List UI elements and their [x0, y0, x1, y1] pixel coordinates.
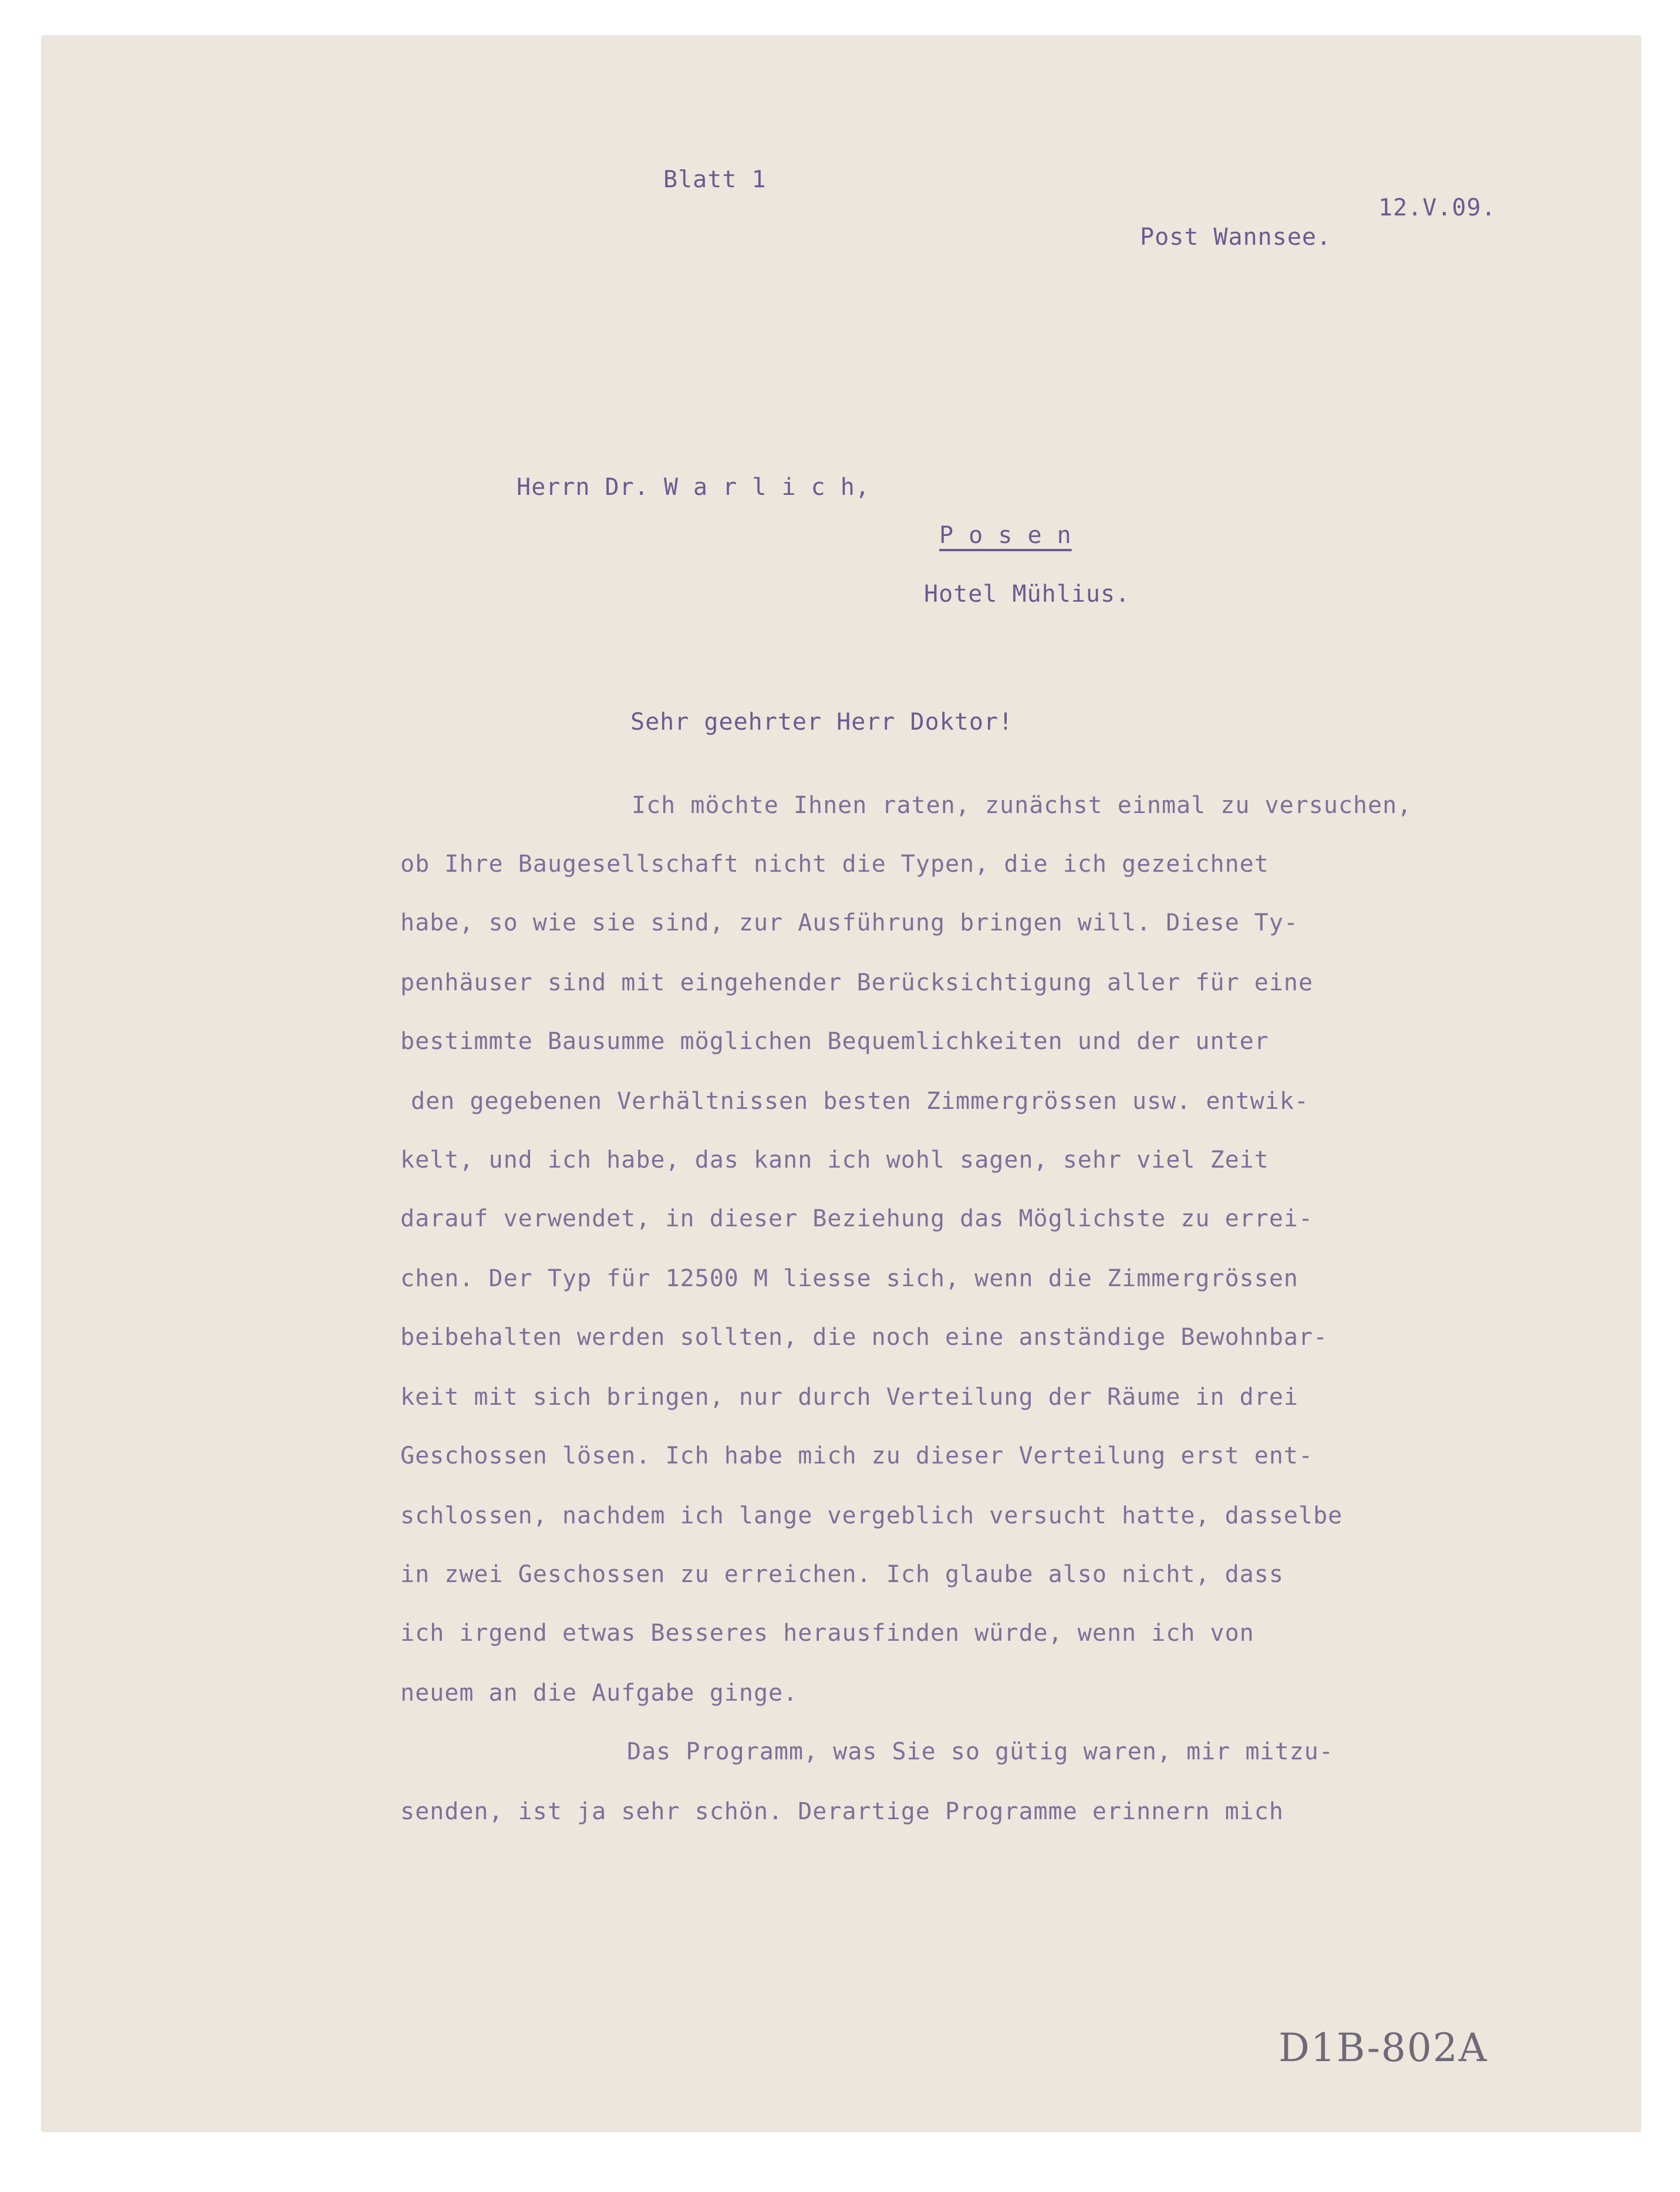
body-line: senden, ist ja sehr schön. Derartige Programme erinnern mich [400, 1798, 1284, 1825]
recipient-name: Herrn Dr. W a r l i c h, [517, 474, 870, 501]
body-line: den gegebenen Verhältnissen besten Zimmergrössen usw. entwik- [411, 1088, 1310, 1115]
sheet-number: Blatt 1 [663, 166, 767, 193]
sender-place: Post Wannsee. [1140, 224, 1332, 251]
body-line: habe, so wie sie sind, zur Ausführung bringen will. Diese Ty- [400, 909, 1299, 936]
body-line: kelt, und ich habe, das kann ich wohl sagen, sehr viel Zeit [400, 1146, 1269, 1173]
salutation: Sehr geehrter Herr Doktor! [630, 709, 1014, 736]
body-line: neuem an die Aufgabe ginge. [400, 1680, 798, 1707]
body-line: darauf verwendet, in dieser Beziehung das Möglichste zu errei- [400, 1205, 1314, 1232]
body-line: chen. Der Typ für 12500 M liesse sich, wenn die Zimmergrössen [400, 1265, 1299, 1292]
body-line: penhäuser sind mit eingehender Berücksichtigung aller für eine [400, 969, 1314, 996]
letter-date: 12.V.09. [1378, 194, 1496, 221]
body-line: keit mit sich bringen, nur durch Verteilung der Räume in drei [400, 1384, 1299, 1411]
body-line: Ich möchte Ihnen raten, zunächst einmal zu versuchen, [632, 792, 1412, 819]
recipient-hotel: Hotel Mühlius. [924, 581, 1131, 608]
body-line: Das Programm, was Sie so gütig waren, mir mitzu- [627, 1738, 1334, 1765]
recipient-city: P o s e n [939, 522, 1072, 549]
paper-fold-line [42, 1061, 1640, 1063]
body-line: Geschossen lösen. Ich habe mich zu dieser Verteilung erst ent- [400, 1442, 1314, 1469]
body-line: ich irgend etwas Besseres herausfinden würde, wenn ich von [400, 1620, 1254, 1647]
letter-page [42, 36, 1640, 2131]
body-line: schlossen, nachdem ich lange vergeblich versucht hatte, dasselbe [400, 1502, 1343, 1529]
body-line: in zwei Geschossen zu erreichen. Ich glaube also nicht, dass [400, 1561, 1284, 1588]
archive-mark: D1B-802A [1278, 2025, 1488, 2070]
body-line: beibehalten werden sollten, die noch eine anständige Bewohnbar- [400, 1324, 1328, 1351]
body-line: ob Ihre Baugesellschaft nicht die Typen, die ich gezeichnet [400, 851, 1269, 878]
body-line: bestimmte Bausumme möglichen Bequemlichkeiten und der unter [400, 1028, 1269, 1055]
